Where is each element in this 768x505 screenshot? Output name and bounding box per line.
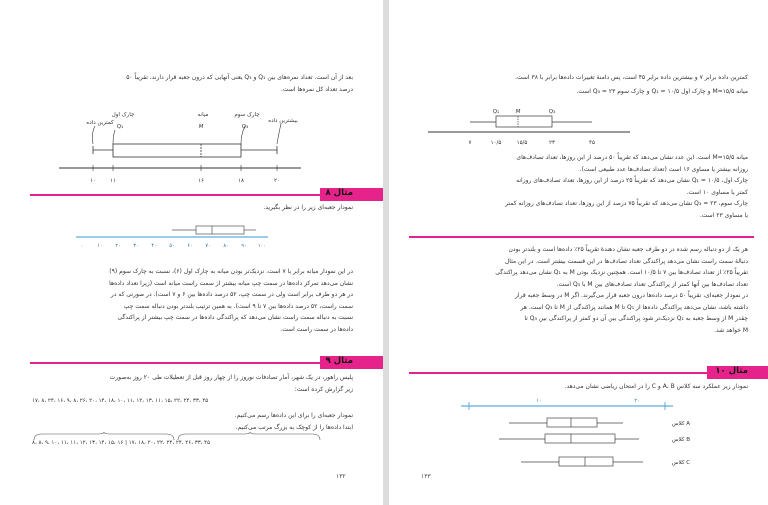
box-class-c xyxy=(521,457,690,466)
svg-text:۱۰: ۱۰ xyxy=(97,243,103,249)
para-line: کمتر یا مساوی ۱۰ است. xyxy=(686,188,748,196)
ex10-tick: ۱۰ xyxy=(536,398,542,404)
labeled-box-plot xyxy=(55,100,305,192)
label-q1-sym: Q₁ xyxy=(116,124,124,130)
svg-text:۰: ۰ xyxy=(80,243,84,249)
example9-task-2: ابتدا داده‌ها را از کوچک به بزرگ مرتب می‌کنیم. xyxy=(235,424,353,431)
comparative-box-plots xyxy=(459,396,699,474)
svg-text:کلاس A: کلاس A xyxy=(671,421,691,427)
example9-title: مثال ۹ xyxy=(325,356,353,366)
fig1-tick: ۱۰ xyxy=(90,178,96,184)
label-median-sym: M xyxy=(198,124,204,130)
fig1-tick: ۱۶ xyxy=(198,178,204,184)
example9-para-2: زیر گزارش کرده است: xyxy=(294,386,353,393)
label-min: کمترین داده xyxy=(86,120,114,126)
intro-line-1: کمترین داده برابر ۷ و بیشترین داده برابر ۴۵ است، پس دامنهٔ تغییرات داده‌ها برابر با ۳۸ است. xyxy=(515,74,748,81)
example8-rule xyxy=(30,194,320,196)
example10-title: مثال ۱۰ xyxy=(715,366,748,376)
intro-line-2: میانه M=۱۵/۵ و چارک اول ۱۰/۵ = Q₁ و چارک سوم ۲۳ = Q₃ است. xyxy=(576,88,748,95)
fig-ticks xyxy=(469,140,595,146)
tails-paragraph xyxy=(403,244,748,336)
median-symbol: M xyxy=(515,109,521,115)
fig1-tick: ۱۱ xyxy=(110,178,116,184)
fig1-tick: ۲۰ xyxy=(274,178,280,184)
q3-symbol: Q₃ xyxy=(548,109,556,115)
box-class-b xyxy=(499,434,690,443)
label-max: بیشترین داده xyxy=(268,118,298,124)
intro-line-2: درصد تعداد کل نمره‌ها است. xyxy=(281,86,353,93)
para-line: میانه M=۱۵/۵ است. این عدد نشان می‌دهد که تقریباً ۵۰ درصد از این روزها، تعداد تصادف‌های xyxy=(516,154,748,161)
para-line: روزانه بیشتر یا مساوی ۱۶ است (تعداد تصادف‌ها عدد طبیعی است). xyxy=(579,165,748,173)
box-plot xyxy=(424,104,634,148)
example9-sorted-line: ۸، ۸، ۹، ۱۰، ۱۱، ۱۱، ۱۲، ۱۳، ۱۴، ۱۵، ۱۶ | ۱۷، ۱۸، ۲۰، ۲۲، ۲۴، ۲۴، ۲۶، ۳۳، ۴۵ xyxy=(32,440,211,446)
svg-text:۲۰: ۲۰ xyxy=(115,243,121,249)
para-line: داده‌ها در سمت راست است. xyxy=(280,325,353,333)
svg-text:۷۰: ۷۰ xyxy=(205,243,211,249)
para-line: چارک سوم، ۲۳ = Q₃ نشان می‌دهد که تقریباً ۷۵ درصد از این روزها، تعداد تصادف‌های روزانه کمتر xyxy=(505,200,748,207)
example10-text: نمودار زیر عملکرد سه کلاس A، B و C را در امتحان ریاضی نشان می‌دهد. xyxy=(564,383,748,390)
section-rule xyxy=(409,236,754,238)
right-page xyxy=(389,0,768,505)
label-q3-sym: Q₃ xyxy=(241,124,249,130)
example9-rule xyxy=(30,362,320,364)
example8-text: نمودار جعبه‌ای زیر را در نظر بگیرید. xyxy=(263,204,353,211)
para-line: یا مساوی ۲۳ است. xyxy=(699,211,748,219)
label-median: میانه xyxy=(197,112,209,118)
svg-text:۴۵: ۴۵ xyxy=(589,140,595,146)
svg-text:۷: ۷ xyxy=(468,140,472,146)
explanation-paragraph xyxy=(403,152,748,221)
example8-title: مثال ۸ xyxy=(325,188,353,198)
left-page xyxy=(0,0,383,505)
para-line: داشته باشد، نشان می‌دهد پراکندگی داده‌ها از Q₁ تا M همانند پراکندگی از M تا Q₃ است. هر xyxy=(520,303,748,311)
example8-ticks xyxy=(81,243,266,249)
para-line: سمت راست، ۵۲ درصد داده‌ها بین ۷ تا ۹ است). به همین ترتیب بلندتر بودن دنباله سمت چپ xyxy=(123,302,353,310)
para-line: در نمودار جعبه‌ای، تقریباً ۵۰ درصد داده‌ها درون جعبه قرار می‌گیرند. اگر M در وسط جعبه قرار xyxy=(515,292,748,299)
svg-text:کلاس C: کلاس C xyxy=(671,460,691,466)
para-line: در هر دو طرف برابر است ولی در سمت چپ، ۵۲ درصد داده‌ها بین ۶ و ۷ است). در صورتی که در xyxy=(110,291,353,298)
svg-text:۲۳: ۲۳ xyxy=(549,140,555,146)
intro-line-1: بعد از آن است. تعداد نمره‌های بین Q₁ و Q₃ یعنی آنهایی که درون جعبه قرار دارند، تقریباً ۵۰ xyxy=(126,74,353,81)
para-line: هر یک از دو دنباله رسم شده در دو طرف جعبه نشان دهندهٔ تقریباً ۲۵٪ داده‌ها است و بلندتر بودن xyxy=(508,246,748,253)
example9-para-1: پلیس راهور، در یک شهر، آمار تصادفات نوروز را از چهار روز قبل از تعطیلات طی ۲۰ روز به‌صورت xyxy=(109,374,353,381)
svg-text:۸۰: ۸۰ xyxy=(223,243,229,249)
svg-text:۱۰/۵: ۱۰/۵ xyxy=(490,140,502,146)
para-line: دنبالهٔ سمت راست نشان می‌دهد پراکندگی تعداد تصادف‌ها در این قسمت بیشتر است. در این مثال xyxy=(504,257,748,265)
svg-text:۹۰: ۹۰ xyxy=(241,243,247,249)
para-line: چقدر M از وسط جعبه به Q₁ نزدیک‌تر شود پراکندگی بین آن دو کمتر از پراکندگی بین Q₃ تا xyxy=(524,315,748,322)
label-q1: چارک اول xyxy=(111,112,135,118)
svg-text:۱۰۰: ۱۰۰ xyxy=(257,243,267,249)
q1-symbol: Q₁ xyxy=(492,109,500,115)
svg-text:۵۰: ۵۰ xyxy=(169,243,175,249)
example8-box-plot xyxy=(72,222,272,250)
para-line: نسبت به دنباله سمت راست نشان می‌دهد که پراکندگی داده‌ها در سمت چپ بیشتر از پراکندگی xyxy=(117,314,353,321)
example10-rule xyxy=(409,372,707,374)
para-line: نشان می‌دهد تمرکز داده‌ها در سمت چپ میانه بیشتر از سمت راست میانه است (زیرا تعداد داده‌ها xyxy=(109,279,353,287)
example9-task-1: نمودار جعبه‌ای را برای این داده‌ها رسم می‌کنیم. xyxy=(234,412,353,419)
fig1-tick: ۱۸ xyxy=(238,178,244,184)
para-line: تعداد تصادف‌ها بین آنها کمتر از پراکندگی تعداد تصادف‌های بین M با Q₃ است. xyxy=(556,280,748,288)
para-line: تقریباً ۲۵٪ از تعداد تصادف‌ها بین ۷ تا ۱۰/۵ است. همچنین نزدیک بودن M به Q₁ نشان می‌دهد پراکندگی xyxy=(495,269,748,276)
svg-text:۴۰: ۴۰ xyxy=(151,243,157,249)
page-number: ۱۳۳ xyxy=(421,473,431,480)
svg-text:کلاس B: کلاس B xyxy=(671,437,691,443)
svg-text:۱۵/۵: ۱۵/۵ xyxy=(516,140,528,146)
ex10-tick: ۲۰ xyxy=(634,398,640,404)
para-line: در این نمودار میانه برابر با ۷ است. نزدیک‌تر بودن میانه به چارک اول (۶)، نسبت به چارک سوم (۹) xyxy=(109,268,353,275)
para-line: چارک اول، ۱۰/۵ = Q₁ نشان می‌دهد که تقریباً ۲۵ درصد از این روزها، تعداد تصادف‌های روزانه xyxy=(516,177,748,184)
svg-text:۳۰: ۳۰ xyxy=(133,243,139,249)
label-q3: چارک سوم xyxy=(234,112,260,118)
para-line: M خواهد شد. xyxy=(714,326,748,334)
box-class-a xyxy=(509,418,690,427)
example9-data-line: ۱۷، ۸، ۲۴، ۱۶، ۹، ۸، ۲۶، ۲۰، ۱۴، ۱۸، ۱۰، ۱۱، ۱۲، ۱۳، ۱۱، ۱۵، ۲۲، ۲۴، ۳۳، ۴۵ xyxy=(32,398,209,404)
svg-text:۶۰: ۶۰ xyxy=(187,243,193,249)
example8-paragraph xyxy=(23,266,353,335)
page-number: ۱۳۲ xyxy=(336,473,346,480)
